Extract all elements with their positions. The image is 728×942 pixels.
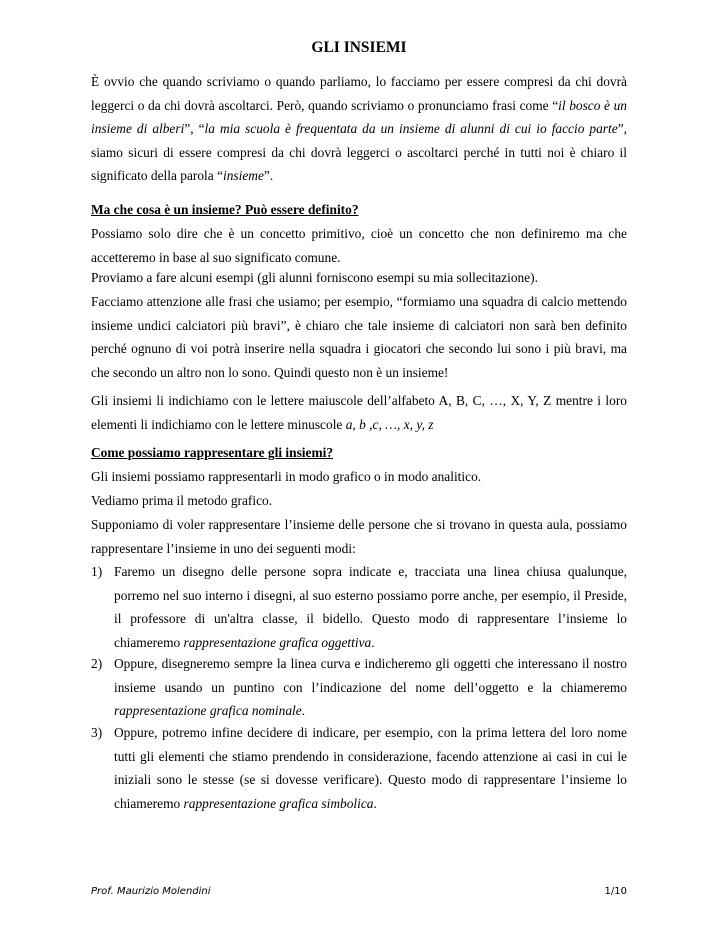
page-footer (91, 886, 627, 904)
paragraph-notation: Gli insiemi li indichiamo con le lettere maiuscole dell’alfabeto A, B, C, …, X, Y, Z mentre i loro elementi li indichiamo con le lettere minuscole a, b ,c, …, x, y, z (91, 393, 627, 432)
page-number: 1/10 (604, 886, 627, 897)
list-item: 1) Faremo un disegno delle persone sopra indicate e, tracciata una linea chiusa qualunque, porremo nel suo interno i disegni, al suo esterno possiamo porre anche, per esempio, il Preside, il professore di un'altra classe, il bidello. Questo modo di rappresentare l’insieme lo chiameremo rappresentazione grafica oggettiva. (91, 564, 627, 650)
heading-representation: Come possiamo rappresentare gli insiemi? (91, 445, 334, 460)
list-item: 2) Oppure, disegneremo sempre la linea curva e indicheremo gli oggetti che interessano il nostro insieme usando un puntino con l’indicazione del nome dell’oggetto e la chiameremo rappresentazione grafica nominale. (91, 656, 627, 719)
paragraph-suppose: Supponiamo di voler rappresentare l’insieme delle persone che si trovano in questa aula, possiamo rappresentare l’insieme in uno dei seguenti modi: (91, 517, 627, 556)
list-item: 3) Oppure, potremo infine decidere di indicare, per esempio, con la prima lettera del loro nome tutti gli elementi che stiamo prendendo in considerazione, facendo attenzione ai casi in cui le iniziali sono le stesse (se si dovesse verificare). Questo modo di rappresentare l’insieme lo chiameremo rappresentazione grafica simbolica. (91, 725, 627, 811)
heading-definition: Ma che cosa è un insieme? Può essere definito? (91, 202, 359, 217)
paragraph-intro: È ovvio che quando scriviamo o quando parliamo, lo facciamo per essere compresi da chi dovrà leggerci o da chi dovrà ascoltarci. Però, quando scriviamo o pronunciamo frasi come “il bosco è un insieme di alberi”, “la mia scuola è frequentata da un insieme di alunni di cui io faccio parte”, siamo sicuri di essere compresi da chi dovrà leggerci o ascoltarci perché in tutti noi è chiaro il significato della parola “insieme”. (91, 74, 627, 184)
paragraph-methods: Gli insiemi possiamo rappresentarli in modo grafico o in modo analitico. (91, 469, 482, 484)
page-title: GLI INSIEMI (311, 39, 407, 56)
paragraph-football-example: Facciamo attenzione alle frasi che usiamo; per esempio, “formiamo una squadra di calcio mettendo insieme undici calciatori più bravi”, è chiaro che tale insieme di calciatori non sarà ben definito perché ognuno di voi potrà inserire nella squadra i giocatori che secondo lui sono i più bravi, ma che secondo un altro non lo sono. Quindi questo non è un insieme! (91, 294, 627, 380)
paragraph-graphic-method: Vediamo prima il metodo grafico. (91, 493, 273, 508)
paragraph-primitive-concept: Possiamo solo dire che è un concetto primitivo, cioè un concetto che non definiremo ma che accetteremo in base al suo significato comune. (91, 226, 627, 265)
paragraph-examples: Proviamo a fare alcuni esempi (gli alunni forniscono esempi su mia sollecitazione). (91, 270, 538, 285)
footer-author: Prof. Maurizio Molendini (91, 886, 211, 897)
